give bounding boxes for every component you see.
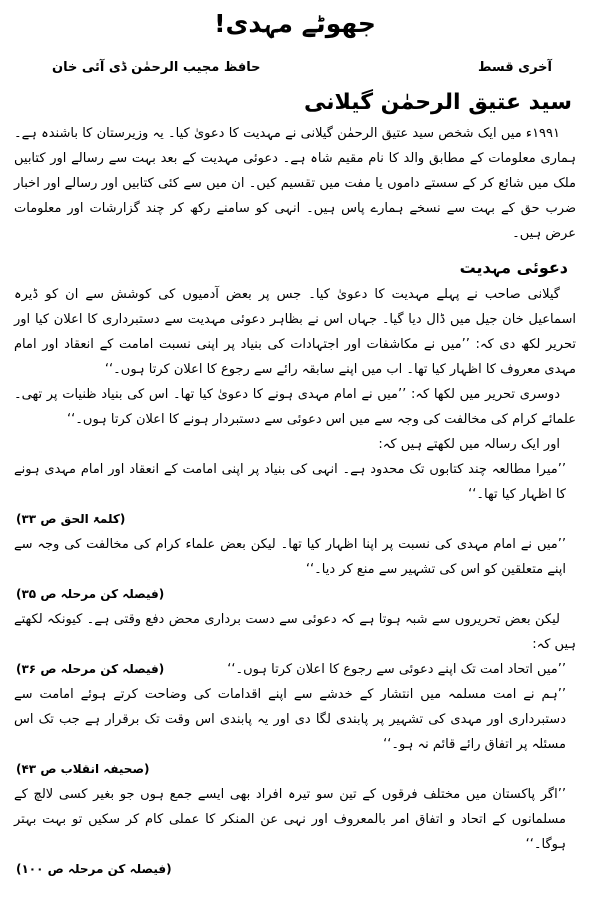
quote-citation: (کلمۃ الحق ص ۳۳)	[16, 512, 126, 526]
installment-label: آخری قسط	[477, 60, 552, 75]
quote-block	[14, 532, 576, 607]
article-title: جھوٹے مہدی!	[214, 9, 376, 38]
quote-citation: (فیصلہ کن مرحلہ ص ۳۵)	[16, 587, 165, 601]
claim-paragraph: گیلانی صاحب نے پہلے مہدیت کا دعویٰ کیا۔ جس پر بعض آدمیوں کی کوشش سے ان کو ڈیرہ اسماعیل خان جیل میں ڈال دیا گیا۔ جہاں اس نے بظاہر دعوئی مہدیت سے دستبرداری کا اعلان کیا اور تحریر لکھ دی کہ: ’’میں نے مکاشفات اور اجتہادات کی بنیاد پر اپنی نسبت امامت کے انعقاد اور امام مہدی معروف کا اظہار کیا تھا۔ اب میں اپنے سابقہ رائے سے رجوع کا اعلان کرتا ہوں۔‘‘	[14, 287, 576, 377]
quote-text: ’’میں نے امام مہدی کی نسبت پر اپنا اظہار کیا تھا۔ لیکن بعض علماء کرام کی مخالفت کی وجہ سے اپنے متعلقین کو اس کی تشہیر سے منع کر دیا۔‘‘	[14, 537, 566, 577]
quote-block	[14, 682, 576, 782]
section-heading-gilani: سید عتیق الرحمٰن گیلانی	[303, 90, 572, 115]
intro-paragraph: ۱۹۹۱ء میں ایک شخص سید عتیق الرحمٰن گیلانی نے مہدیت کا دعویٰ کیا۔ یہ وزیرستان کا باشندہ ہے۔ ہماری معلومات کے مطابق والد کا نام مقیم شاہ ہے۔ دعوئی مہدیت کے بعد بہت سے رسالے اور کتابیں ملک میں شائع کر کے سستے داموں یا مفت میں تقسیم کیں۔ ان میں سے کئی کتابیں اور رسالے اور اخبار ضرب حق کے بہت سے نسخے ہمارے پاس ہیں۔ انہی کو سامنے رکھ کر چند گزارشات اور معلومات عرض ہیں۔	[14, 126, 576, 241]
author-name: حافظ مجیب الرحمٰن ڈی آئی خان	[52, 60, 261, 75]
quote-citation: (فیصلہ کن مرحلہ ص ۳۶)	[16, 662, 165, 676]
quote-block	[14, 457, 576, 532]
booklet-intro: اور ایک رسالہ میں لکھتے ہیں کہ:	[378, 437, 560, 452]
quote-citation-row	[14, 757, 566, 782]
quote-citation-row	[14, 857, 566, 882]
quote-text: ’’اگر پاکستان میں مختلف فرقوں کے تین سو تیرہ افراد بھی ایسے جمع ہوں جو بغیر کسی لالچ کے مسلمانوں کے اتحاد و اتفاق امر بالمعروف اور نہی عن المنکر کا عملی کام کر سکیں تو بہت بہتر ہوگا۔‘‘	[14, 787, 566, 852]
quote-citation-row	[14, 657, 566, 682]
quote-text: ’’میرا مطالعہ چند کتابوں تک محدود ہے۔ انہی کی بنیاد پر اپنی امامت کے انعقاد اور امام مہدی ہونے کا اظہار کیا تھا۔‘‘	[14, 462, 566, 502]
doubt-paragraph: لیکن بعض تحریروں سے شبہ ہوتا ہے کہ دعوئی سے دست برداری محض دفع وقتی ہے۔ کیونکہ لکھتے ہیں کہ:	[14, 612, 576, 652]
quote-text: ’’ہم نے امت مسلمہ میں انتشار کے خدشے سے اپنے اقدامات کی وضاحت کرتے ہوئے امامت سے دستبرداری اور مہدی کی تشہیر پر پابندی لگا دی اور یہ پابندی اس وقت تک برقرار ہے جب تک اس مسئلہ پر اتفاق رائے قائم نہ ہو۔‘‘	[14, 687, 566, 752]
section-heading-claim: دعوئی مہدیت	[459, 258, 568, 277]
quote-text: ’’میں اتحاد امت تک اپنے دعوئی سے رجوع کا اعلان کرتا ہوں۔‘‘	[227, 662, 566, 677]
quote-block	[14, 657, 576, 682]
byline	[14, 58, 576, 78]
second-writing-paragraph: دوسری تحریر میں لکھا کہ: ’’میں نے امام مہدی ہونے کا دعویٰ کیا تھا۔ اس کی بنیاد ظنیات پر تھی۔ علمائے کرام کی مخالفت کی وجہ سے میں اس دعوئی سے دستبردار ہونے کا اعلان کرتا ہوں۔‘‘	[14, 387, 576, 427]
quote-citation-row	[14, 582, 566, 607]
quote-citation: (صحیفہ انقلاب ص ۴۳)	[16, 762, 150, 776]
quote-block	[14, 782, 576, 882]
quote-citation: (فیصلہ کن مرحلہ ص ۱۰۰)	[16, 862, 172, 876]
quote-citation-row	[14, 507, 566, 532]
